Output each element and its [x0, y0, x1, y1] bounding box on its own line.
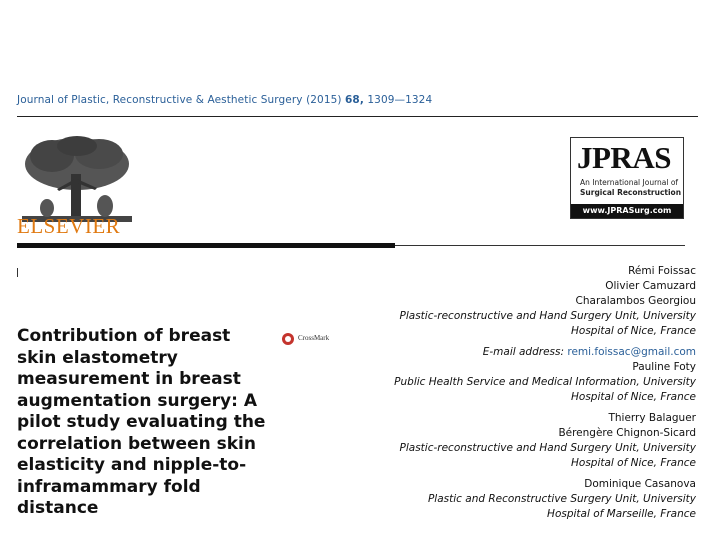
affiliation-line: Hospital of Nice, France [571, 325, 696, 337]
affiliation-line: Hospital of Nice, France [571, 457, 696, 469]
email-label: E-mail address: [482, 346, 565, 358]
email-line [356, 345, 696, 360]
crossmark-badge[interactable] [282, 333, 342, 345]
jpras-logo [570, 137, 684, 219]
affiliation-line: Plastic and Reconstructive Surgery Unit, University [427, 493, 696, 505]
author-name: Charalambos Georgiou [575, 295, 696, 307]
crossmark-icon [282, 333, 294, 345]
journal-year: (2015) [306, 94, 342, 106]
divider-thick [17, 243, 395, 248]
journal-volume: 68, [345, 94, 364, 106]
header-rule [17, 116, 698, 117]
author-name: Thierry Balaguer [608, 412, 696, 424]
publisher-wordmark: ELSEVIER [17, 214, 121, 238]
jpras-subtitle-1: An International Journal of [580, 178, 679, 187]
journal-citation [17, 94, 432, 106]
jpras-title: JPRAS [577, 140, 671, 175]
jpras-subtitle-2: Surgical Reconstruction [580, 188, 682, 197]
author-block [356, 264, 696, 522]
affiliation-line: Plastic-reconstructive and Hand Surgery Unit, University [399, 310, 696, 322]
affiliation-line: Hospital of Nice, France [571, 391, 696, 403]
journal-pages: 1309—1324 [367, 94, 433, 106]
author-name: Rémi Foissac [628, 265, 696, 277]
author-name: Bérengère Chignon-Sicard [558, 427, 696, 439]
author-name: Dominique Casanova [584, 478, 696, 490]
email-link[interactable]: remi.foissac@gmail.com [567, 346, 696, 358]
affiliation-line: Hospital of Marseille, France [547, 508, 696, 520]
margin-mark [17, 268, 18, 277]
divider-thin [395, 245, 685, 246]
author-name: Olivier Camuzard [605, 280, 696, 292]
author-name: Pauline Foty [632, 361, 696, 373]
journal-name: Journal of Plastic, Reconstructive & Aesthetic Surgery [17, 94, 303, 106]
affiliation-line: Public Health Service and Medical Information, University [394, 376, 696, 388]
article-title: Contribution of breast skin elastometry measurement in breast augmentation surgery: A pilot study evaluating the correlation between skin elasticity and nipple-to-inframammary fold distance [17, 326, 266, 518]
crossmark-label: CrossMark [298, 334, 330, 342]
jpras-url: www.JPRASurg.com [571, 204, 683, 218]
affiliation-line: Plastic-reconstructive and Hand Surgery Unit, University [399, 442, 696, 454]
